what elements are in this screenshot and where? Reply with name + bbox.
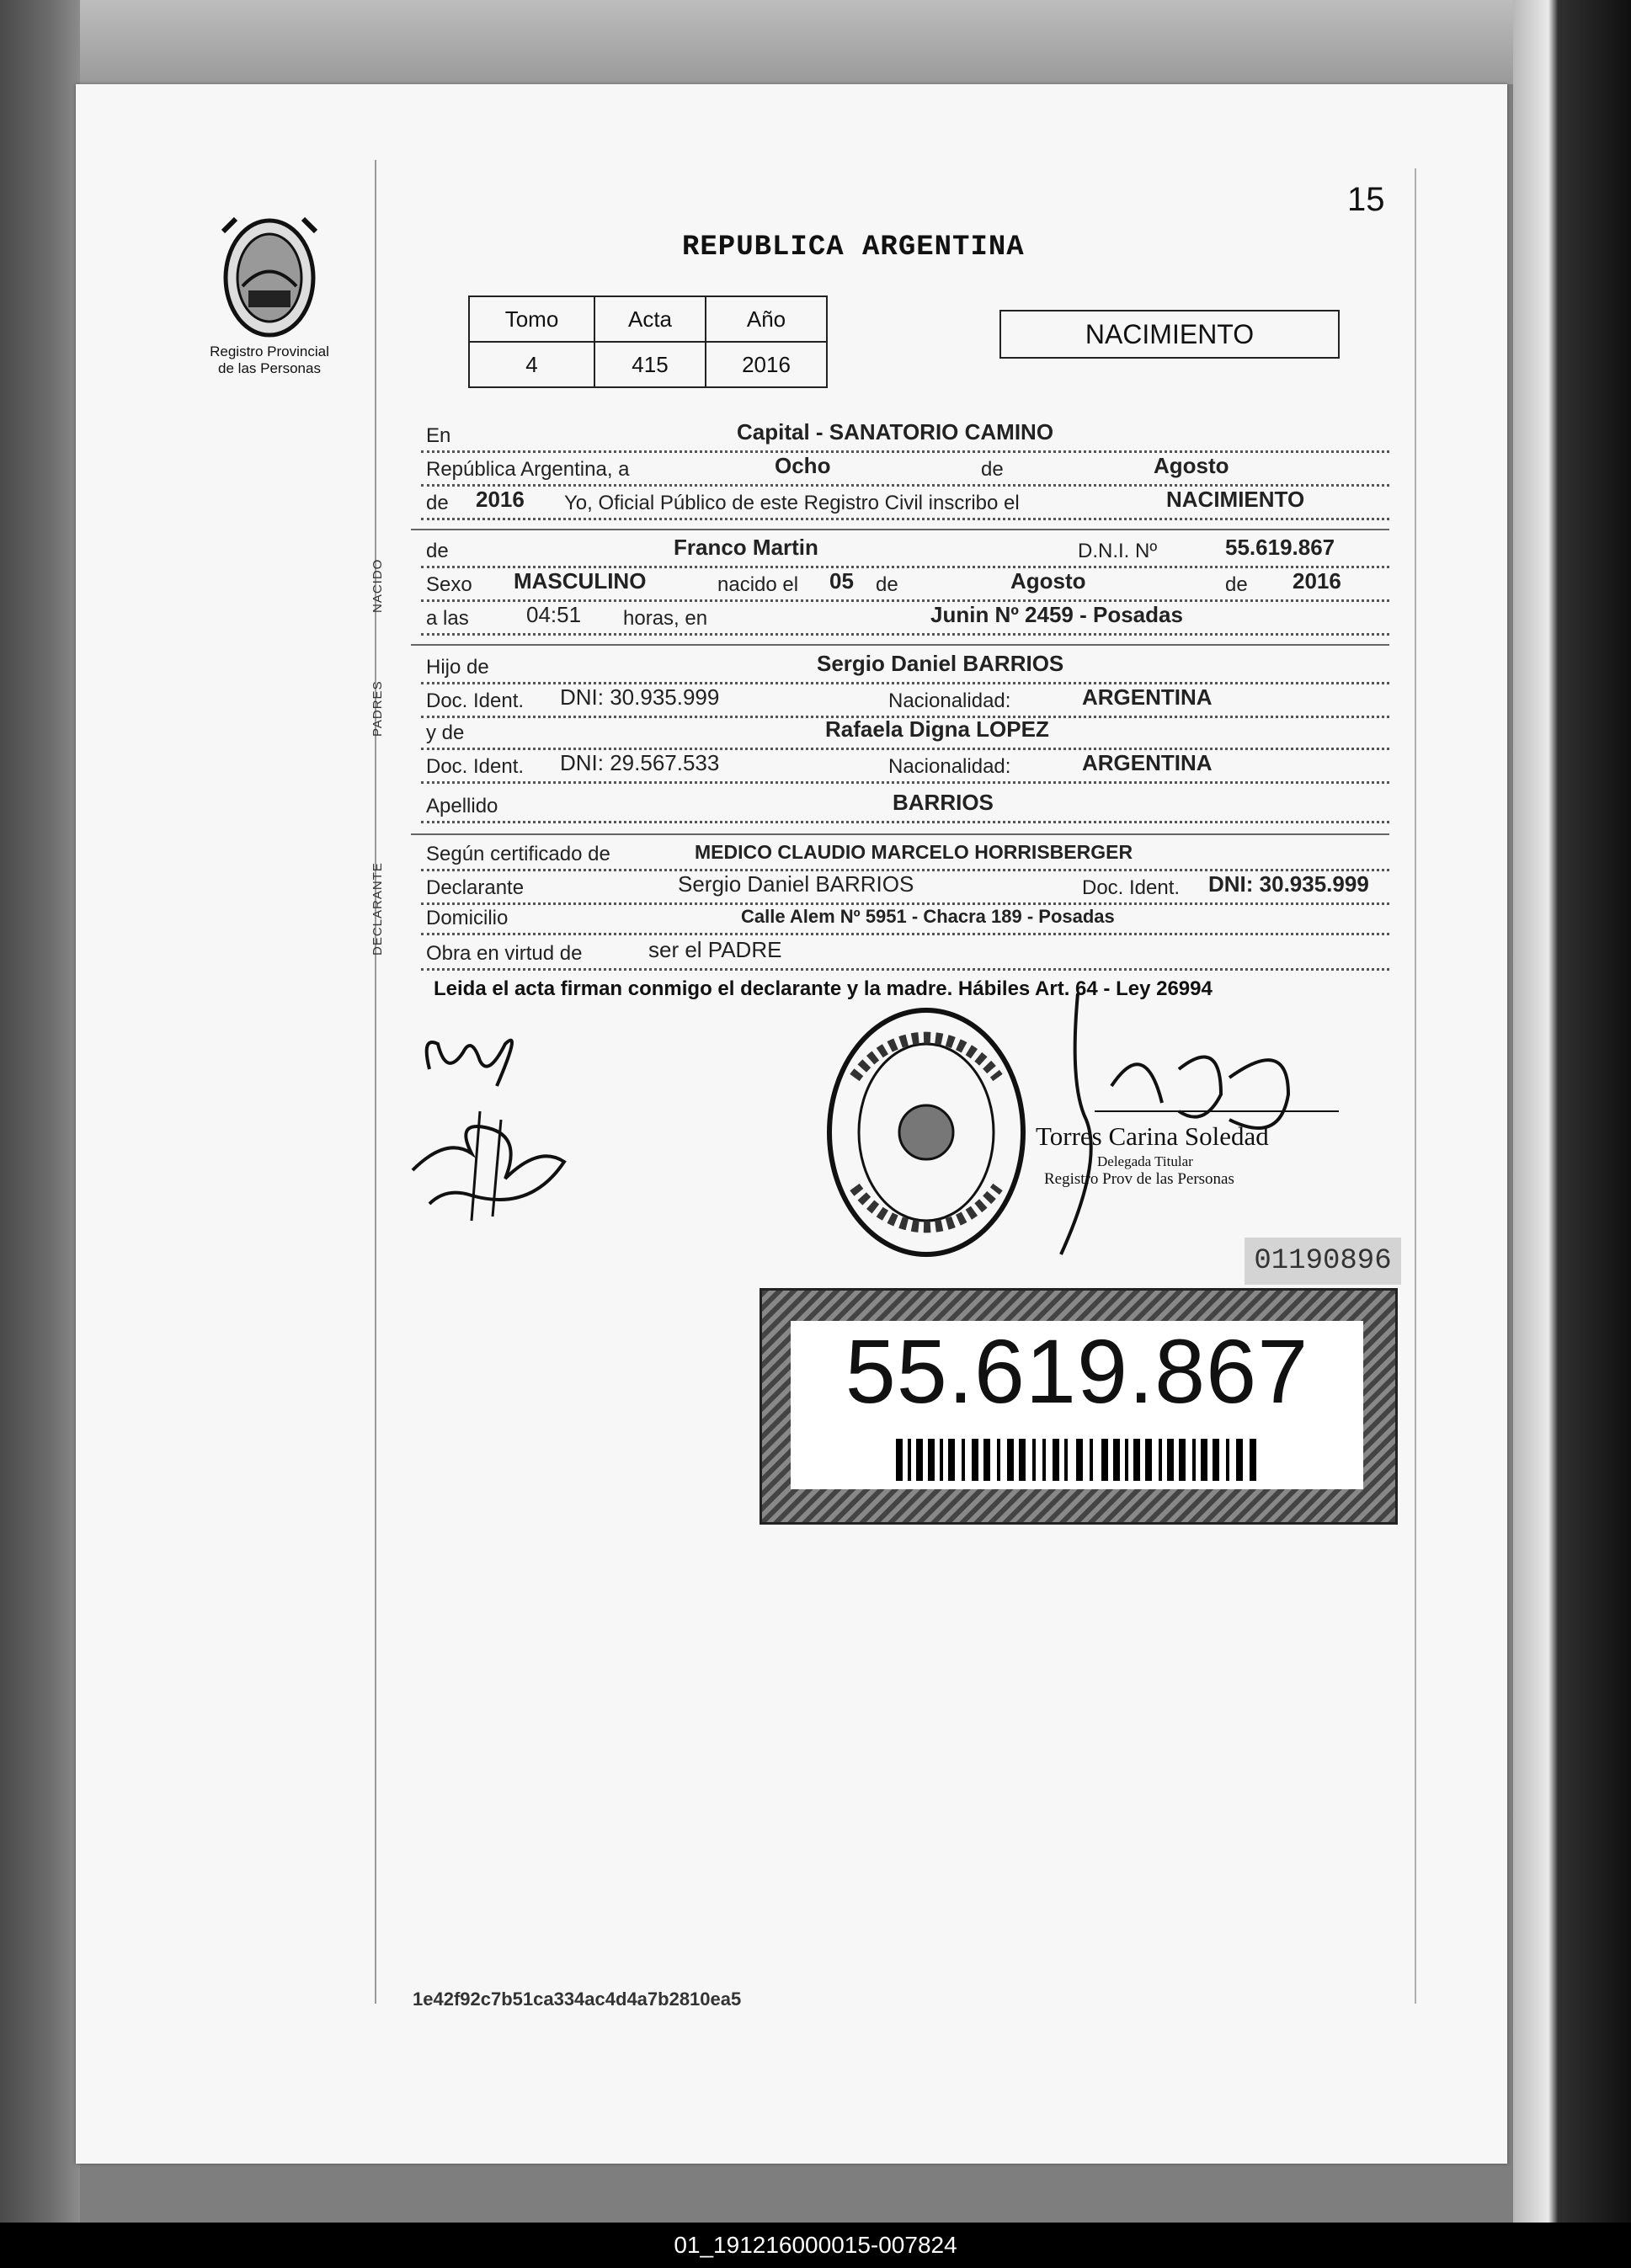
background-left bbox=[0, 0, 80, 2268]
official-name: Torres Carina Soledad bbox=[1036, 1121, 1269, 1151]
birth-month: Agosto bbox=[1010, 568, 1086, 594]
official-seal-icon bbox=[821, 1002, 1031, 1263]
address-label: Domicilio bbox=[426, 907, 509, 929]
sex-label: Sexo bbox=[426, 573, 472, 596]
background-right bbox=[1513, 0, 1631, 2268]
reference-table bbox=[468, 295, 828, 388]
value-tomo: 4 bbox=[469, 342, 594, 387]
mother-nationality-label: Nacionalidad: bbox=[888, 755, 1011, 778]
declarant-doc: DNI: 30.935.999 bbox=[1208, 871, 1369, 897]
declarant-capacity: ser el PADRE bbox=[648, 937, 782, 962]
document-hash: 1e42f92c7b51ca334ac4d4a7b2810ea5 bbox=[413, 1988, 742, 2010]
son-of-label: Hijo de bbox=[426, 656, 489, 679]
value-acta: 415 bbox=[594, 342, 706, 387]
stamp-serial: 01190896 bbox=[1245, 1238, 1401, 1285]
surname-line bbox=[421, 787, 1389, 823]
birth-place: Junin Nº 2459 - Posadas bbox=[930, 602, 1183, 627]
certificate-line bbox=[421, 835, 1389, 871]
barcode-icon bbox=[896, 1439, 1258, 1481]
time-place-line bbox=[421, 599, 1389, 636]
provincial-coat-of-arms-icon bbox=[202, 206, 337, 341]
mother-doc-line bbox=[421, 748, 1389, 784]
certificate-label: Según certificado de bbox=[426, 843, 610, 865]
official-office: Registro Prov de las Personas bbox=[1044, 1170, 1234, 1188]
closing-statement: Leida el acta firman conmigo el declarante y la madre. Hábiles Art. 64 - Ley 26994 bbox=[434, 977, 1213, 1000]
statement-text: Yo, Oficial Público de este Registro Civil inscribo el bbox=[564, 492, 1020, 514]
father-nationality: ARGENTINA bbox=[1082, 684, 1213, 710]
section-divider-padres bbox=[411, 644, 1389, 646]
header-acta: Acta bbox=[594, 296, 706, 342]
date-de-label: de bbox=[981, 458, 1004, 481]
birth-day: 05 bbox=[829, 568, 854, 594]
date-line bbox=[421, 450, 1389, 487]
background-top bbox=[0, 0, 1631, 84]
section-label-padres: PADRES bbox=[370, 680, 385, 737]
sex-birth-line bbox=[421, 566, 1389, 602]
header-tomo: Tomo bbox=[469, 296, 594, 342]
born-on-label: nacido el bbox=[717, 573, 799, 596]
declarant-signatures-icon bbox=[396, 1019, 598, 1238]
surname: BARRIOS bbox=[893, 790, 994, 815]
date-month: Agosto bbox=[1154, 453, 1229, 478]
statement-line bbox=[421, 484, 1389, 520]
birth-time: 04:51 bbox=[526, 602, 582, 627]
and-of-label: y de bbox=[426, 721, 465, 744]
father-doc-line bbox=[421, 682, 1389, 718]
mother-nationality: ARGENTINA bbox=[1082, 750, 1213, 775]
child-dni: 55.619.867 bbox=[1225, 535, 1335, 560]
mother-line bbox=[421, 714, 1389, 750]
place-value: Capital - SANATORIO CAMINO bbox=[737, 419, 1054, 445]
reference-header-row bbox=[469, 296, 827, 342]
birth-de-label: de bbox=[876, 573, 898, 596]
capacity-label: Obra en virtud de bbox=[426, 942, 583, 965]
registry-name-line2: de las Personas bbox=[218, 360, 321, 376]
capacity-line bbox=[421, 934, 1389, 971]
father-line bbox=[421, 648, 1389, 684]
certificate-value: MEDICO CLAUDIO MARCELO HORRISBERGER bbox=[695, 841, 1133, 863]
birth-year-de-label: de bbox=[1225, 573, 1248, 596]
mother-doc-label: Doc. Ident. bbox=[426, 755, 525, 778]
page-number: 15 bbox=[1347, 181, 1385, 218]
surname-label: Apellido bbox=[426, 795, 498, 817]
declarant-doc-label: Doc. Ident. bbox=[1082, 876, 1181, 899]
address-line bbox=[421, 899, 1389, 935]
file-name-footer: 01_191216000015-007824 bbox=[0, 2223, 1631, 2268]
form-frame-left bbox=[375, 160, 376, 2004]
id-label-inner bbox=[791, 1321, 1363, 1489]
child-name: Franco Martin bbox=[674, 535, 818, 560]
section-label-nacido: NACIDO bbox=[370, 558, 385, 613]
hours-label: horas, en bbox=[623, 607, 708, 630]
record-type-box: NACIMIENTO bbox=[999, 310, 1340, 359]
father-doc: DNI: 30.935.999 bbox=[560, 684, 720, 710]
child-sex: MASCULINO bbox=[514, 568, 647, 594]
id-label-number: 55.619.867 bbox=[845, 1320, 1309, 1422]
reference-value-row bbox=[469, 342, 827, 387]
year-de-label: de bbox=[426, 492, 449, 514]
section-divider-nacido bbox=[411, 529, 1389, 530]
registry-name-line1: Registro Provincial bbox=[210, 343, 329, 359]
date-year: 2016 bbox=[476, 487, 525, 512]
id-label-sticker bbox=[760, 1288, 1398, 1525]
declarant-address: Calle Alem Nº 5951 - Chacra 189 - Posadas bbox=[741, 906, 1115, 927]
document-title: REPUBLICA ARGENTINA bbox=[682, 232, 1025, 264]
place-line bbox=[421, 417, 1389, 453]
country-label: República Argentina, a bbox=[426, 458, 630, 481]
child-name-line bbox=[421, 532, 1389, 568]
at-label: a las bbox=[426, 607, 469, 630]
mother-name: Rafaela Digna LOPEZ bbox=[825, 716, 1049, 742]
header-anio: Año bbox=[706, 296, 827, 342]
declarant-name: Sergio Daniel BARRIOS bbox=[678, 871, 914, 897]
mother-doc: DNI: 29.567.533 bbox=[560, 750, 720, 775]
child-de-label: de bbox=[426, 540, 449, 562]
declarant-label: Declarante bbox=[426, 876, 525, 899]
birth-year: 2016 bbox=[1293, 568, 1341, 594]
father-doc-label: Doc. Ident. bbox=[426, 689, 525, 712]
dni-label: D.N.I. Nº bbox=[1078, 540, 1158, 562]
father-name: Sergio Daniel BARRIOS bbox=[817, 651, 1064, 676]
value-anio: 2016 bbox=[706, 342, 827, 387]
registry-name bbox=[189, 343, 349, 377]
section-label-declarante: DECLARANTE bbox=[370, 862, 385, 956]
official-role: Delegada Titular bbox=[1097, 1153, 1193, 1169]
day-words: Ocho bbox=[775, 453, 831, 478]
form-frame-right bbox=[1415, 168, 1416, 2004]
statement-value: NACIMIENTO bbox=[1166, 487, 1305, 512]
place-label: En bbox=[426, 424, 451, 447]
father-nationality-label: Nacionalidad: bbox=[888, 689, 1011, 712]
